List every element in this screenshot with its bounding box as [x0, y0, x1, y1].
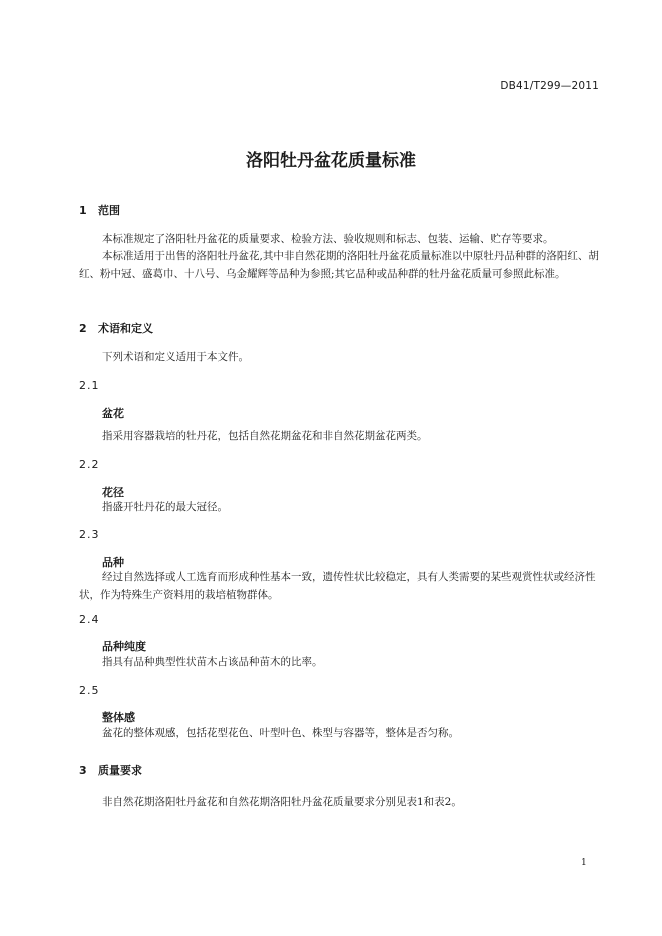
term-definition: 经过自然选择或人工选育而形成种性基本一致，遗传性状比较稳定，具有人类需要的某些观赏性状或经济性状，作为特殊生产资料用的栽培植物群体。: [79, 571, 596, 601]
section-title: 范围: [98, 204, 120, 217]
section-1-paragraph-1: 本标准规定了洛阳牡丹盆花的质量要求、检验方法、验收规则和标志、包装、运输、贮存等要求。: [102, 233, 554, 245]
section-1-paragraph-2: 本标准适用于出售的洛阳牡丹盆花,其中非自然花期的洛阳牡丹盆花质量标准以中原牡丹品种群的洛阳红、胡红、粉中冠、盛葛巾、十八号、乌金耀辉等品种为参照;其它品种或品种群的牡丹盆花质量可参照此标准。: [79, 250, 599, 280]
section-2-intro: 下列术语和定义适用于本文件。: [102, 351, 249, 363]
section-number: 1: [79, 204, 87, 217]
term-name: 品种: [102, 556, 124, 569]
document-title: 洛阳牡丹盆花质量标准: [246, 151, 416, 171]
term-definition: 盆花的整体观感，包括花型花色、叶型叶色、株型与容器等，整体是否匀称。: [102, 727, 459, 739]
term-number: 2.1: [79, 379, 100, 392]
term-number: 2.5: [79, 684, 100, 697]
term-number: 2.4: [79, 613, 100, 626]
term-name: 盆花: [102, 407, 124, 420]
section-title: 质量要求: [98, 764, 142, 777]
term-name: 花径: [102, 486, 124, 499]
section-1-heading: [79, 202, 120, 218]
standard-code: DB41/T299—2011: [500, 80, 599, 92]
section-2-heading: [79, 320, 153, 336]
page-number: 1: [581, 858, 587, 868]
term-definition: 指盛开牡丹花的最大冠径。: [102, 501, 228, 513]
term-number: 2.3: [79, 528, 100, 541]
section-title: 术语和定义: [98, 322, 153, 335]
section-number: 3: [79, 764, 87, 777]
term-definition: 指采用容器栽培的牡丹花，包括自然花期盆花和非自然花期盆花两类。: [102, 430, 428, 442]
section-3-heading: [79, 762, 142, 778]
section-3-paragraph: 非自然花期洛阳牡丹盆花和自然花期洛阳牡丹盆花质量要求分别见表1和表2。: [102, 796, 462, 808]
term-name: 品种纯度: [102, 640, 146, 653]
term-definition: 指具有品种典型性状苗木占该品种苗木的比率。: [102, 656, 323, 668]
section-number: 2: [79, 322, 87, 335]
term-name: 整体感: [102, 711, 135, 724]
term-number: 2.2: [79, 458, 100, 471]
